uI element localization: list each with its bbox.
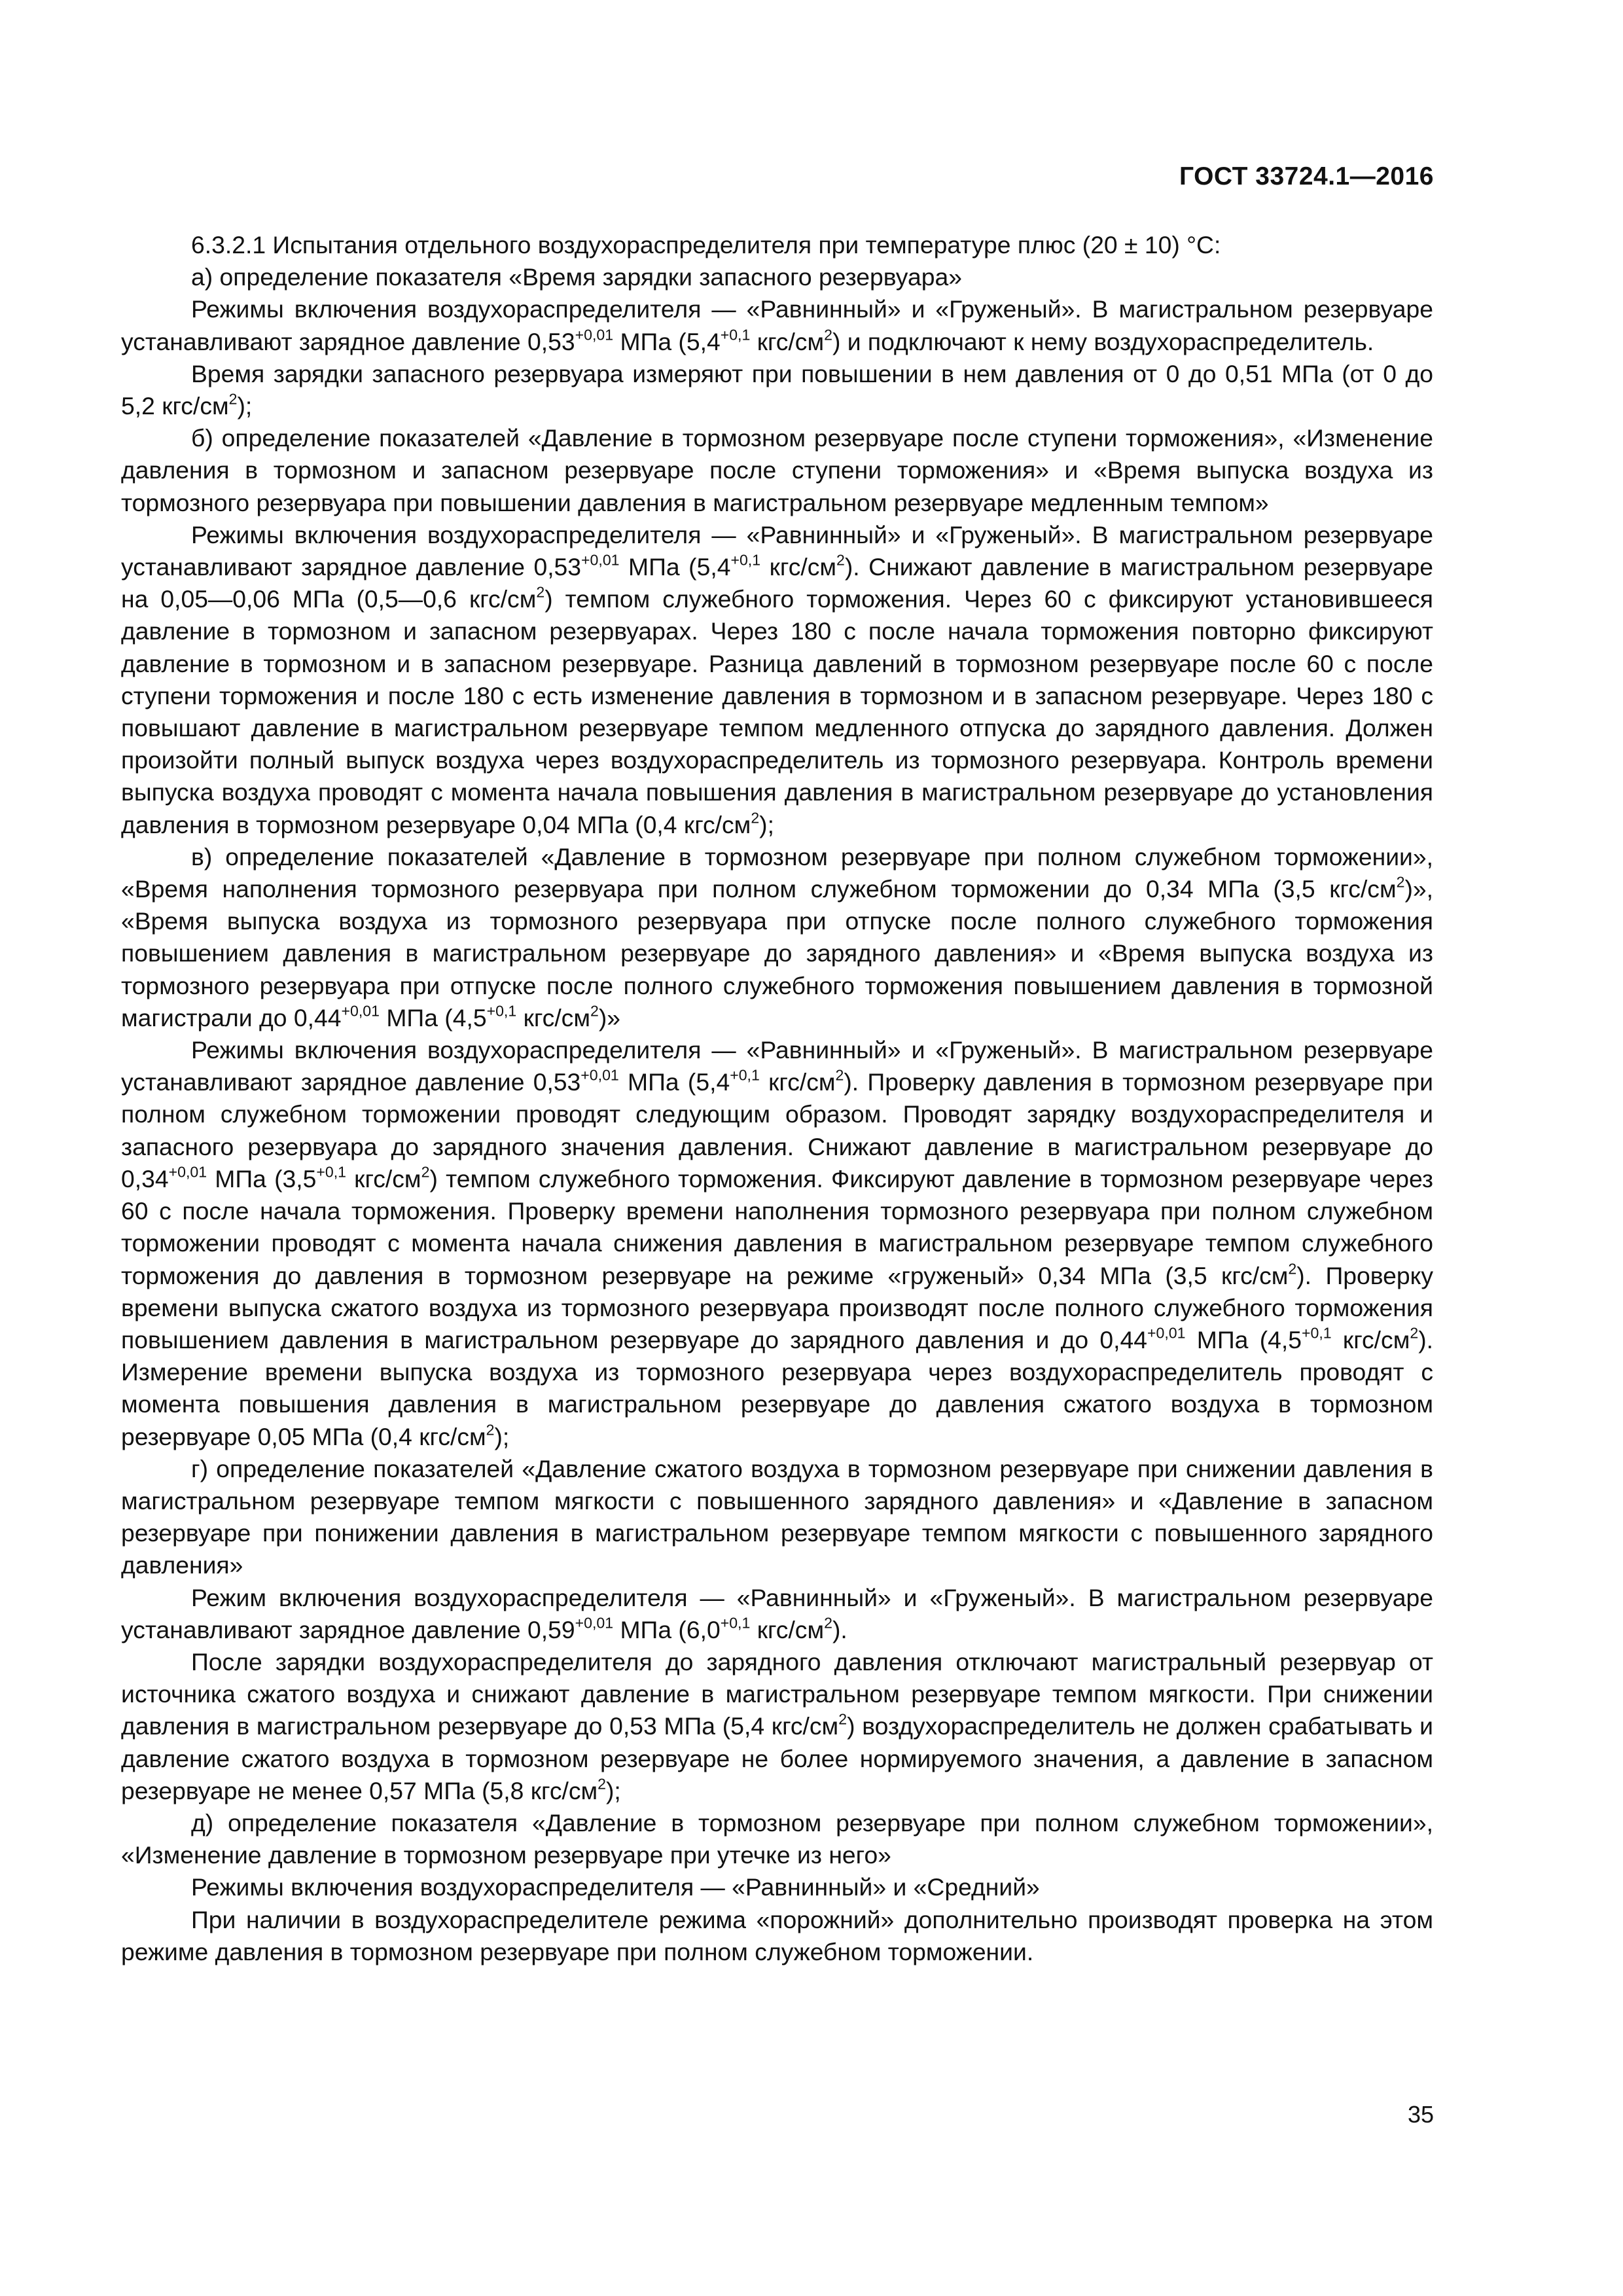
paragraph: После зарядки воздухораспределителя до зарядного давления отключают магистральный резервуар от источника сжатого воздуха и снижают давление в магистральном резервуаре темпом мягкости. При снижении давления в магистральном резервуаре до 0,53 МПа (5,4 кгс/$см^2$) воздухораспределитель не должен срабатывать и давление сжатого воздуха в тормозном резервуаре не более нормируемого значения, а давление в запасном резервуаре не менее 0,57 МПа (5,8 кгс/$см^2$); (121, 1647, 1433, 1804)
paragraph: Режимы включения воздухораспределителя — «Равнинный» и «Груженый». В магистральном резервуаре устанавливают зарядное давление $0,53^{+0,01}$ МПа ($5,4^{+0,1}$ кгс/$см^2$). Снижают давление в магистральном резервуаре на 0,05—0,06 МПа (0,5—0,6 кгс/$см^2$) темпом служебного торможения. Через 60 с фиксируют установившееся давление в тормозном и запасном резервуарах. Через 180 с после начала торможения повторно фиксируют давление в тормозном и в запасном резервуаре. Разница давлений в тормозном резервуаре после 60 с после ступени торможения и после 180 с есть изменение давления в тормозном и в запасном резервуаре. Через 180 с повышают давление в магистральном резервуаре темпом медленного отпуска до зарядного давления. Должен произойти полный выпуск воздуха через воздухораспределитель из тормозного резервуара. Контроль времени выпуска воздуха проводят с момента начала повышения давления в магистральном резервуаре до установления давления в тормозном резервуаре 0,04 МПа (0,4 кгс/$см^2$); (121, 520, 1433, 838)
paragraph: 6.3.2.1 Испытания отдельного воздухораспределителя при температуре плюс (20 ± 10) °С: (191, 231, 1221, 259)
document-body (121, 229, 1433, 1968)
paragraph: При наличии в воздухораспределителе режима «порожний» дополнительно производят проверка на этом режиме давления в тормозном резервуаре при полном служебном торможении. (121, 1905, 1433, 1965)
paragraph: Режимы включения воздухораспределителя — «Равнинный» и «Груженый». В магистральном резервуаре устанавливают зарядное давление $0,53^{+0,01}$ МПа ($5,4^{+0,1}$ кгс/$см^2$) и подключают к нему воздухораспределитель. (121, 295, 1433, 355)
paragraph: а) определение показателя «Время зарядки запасного резервуара» (191, 263, 962, 291)
paragraph: г) определение показателей «Давление сжатого воздуха в тормозном резервуаре при снижении давления в магистральном резервуаре темпом мягкости с повышенного зарядного давления» и «Давление в запасном резервуаре при понижении давления в магистральном резервуаре темпом мягкости с повышенного зарядного давления» (121, 1454, 1433, 1579)
paragraph: б) определение показателей «Давление в тормозном резервуаре после ступени торможения», «Изменение давления в тормозном и запасном резервуаре после ступени торможения» и «Время выпуска воздуха из тормозного резервуара при повышении давления в магистральном резервуаре медленным темпом» (121, 424, 1433, 516)
paragraph: Режим включения воздухораспределителя — «Равнинный» и «Груженый». В магистральном резервуаре устанавливают зарядное давление $0,59^{+0,01}$ МПа ($6,0^{+0,1}$ кгс/$см^2$). (121, 1583, 1433, 1643)
paragraph: д) определение показателя «Давление в тормозном резервуаре при полном служебном торможении», «Изменение давление в тормозном резервуаре при утечке из него» (121, 1808, 1433, 1869)
paragraph: в) определение показателей «Давление в тормозном резервуаре при полном служебном торможении», «Время наполнения тормозного резервуара при полном служебном торможении до 0,34 МПа (3,5 кгс/$см^2$)», «Время выпуска воздуха из тормозного резервуара при отпуске после полного служебного торможения повышением давления в магистральном резервуаре до зарядного давления» и «Время выпуска воздуха из тормозного резервуара при отпуске после полного служебного торможения повышением давления в тормозной магистрали до $0,44^{+0,01}$ МПа ($4,5^{+0,1}$ кгс/$см^2$)» (121, 842, 1433, 1031)
paragraph: Время зарядки запасного резервуара измеряют при повышении в нем давления от 0 до 0,51 МПа (от 0 до 5,2 кгс/$см^2$); (121, 359, 1433, 420)
standard-designation: ГОСТ 33724.1—2016 (1179, 162, 1434, 190)
page-number: 35 (1407, 2101, 1434, 2128)
paragraph: Режимы включения воздухораспределителя — «Равнинный» и «Груженый». В магистральном резервуаре устанавливают зарядное давление $0,53^{+0,01}$ МПа ($5,4^{+0,1}$ кгс/$см^2$). Проверку давления в тормозном резервуаре при полном служебном торможении проводят следующим образом. Проводят зарядку воздухораспределителя и запасного резервуара до зарядного значения давления. Снижают давление в магистральном резервуаре до $0,34^{+0,01}$ МПа ($3,5^{+0,1}$ кгс/$см^2$) темпом служебного торможения. Фиксируют давление в тормозном резервуаре через 60 с после начала торможения. Проверку времени наполнения тормозного резервуара при полном служебном торможении проводят с момента начала снижения давления в магистральном резервуаре темпом служебного торможения до давления в тормозном резервуаре на режиме «груженый» 0,34 МПа (3,5 кгс/$см^2$). Проверку времени выпуска сжатого воздуха из тормозного резервуара производят после полного служебного торможения повышением давления в магистральном резервуаре до зарядного давления и до $0,44^{+0,01}$ МПа ($4,5^{+0,1}$ кгс/$см^2$). Измерение времени выпуска воздуха из тормозного резервуара через воздухораспределитель проводят с момента повышения давления в магистральном резервуаре до давления сжатого воздуха в тормозном резервуаре 0,05 МПа (0,4 кгс/$см^2$); (121, 1036, 1433, 1450)
paragraph: Режимы включения воздухораспределителя — «Равнинный» и «Средний» (191, 1873, 1040, 1901)
